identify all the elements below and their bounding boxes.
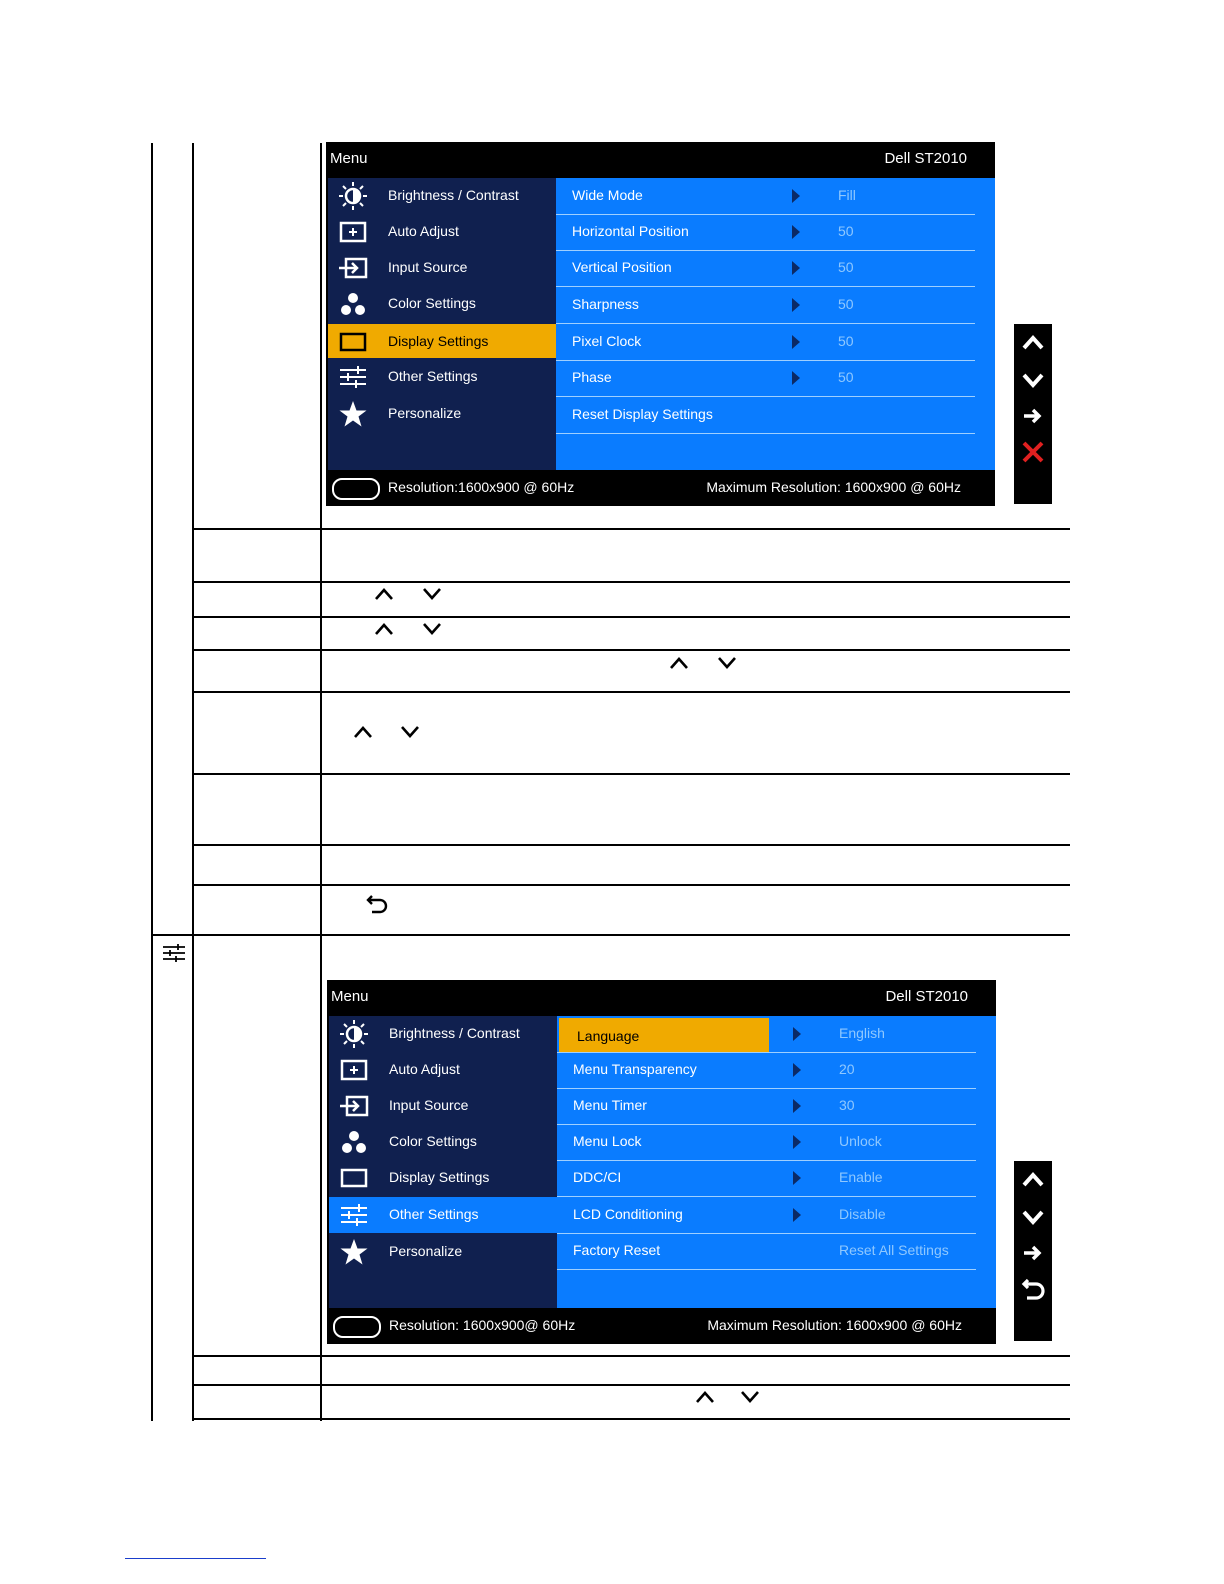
submenu-row-value: Unlock: [839, 1133, 882, 1149]
osd-model: Dell ST2010: [885, 988, 968, 1005]
down-arrow-icon[interactable]: [1021, 1205, 1045, 1229]
submenu-row-value: 20: [839, 1061, 855, 1077]
row-divider: [192, 528, 1070, 530]
menu-item-label: Color Settings: [388, 295, 476, 311]
submenu-row-menu-timer[interactable]: [557, 1088, 976, 1125]
star-icon: [338, 400, 368, 428]
osd-other-settings: [327, 980, 996, 1344]
max-resolution-text: Maximum Resolution: 1600x900 @ 60Hz: [707, 1317, 962, 1333]
up-arrow-icon: [352, 724, 374, 740]
submenu-row-value: 50: [838, 296, 854, 312]
close-icon[interactable]: [1021, 440, 1045, 464]
row-divider: [192, 649, 1070, 651]
submenu-row-value: 30: [839, 1097, 855, 1113]
arrow-right-icon: [792, 225, 800, 239]
up-arrow-icon: [668, 655, 690, 671]
submenu-row-name: Reset Display Settings: [572, 406, 713, 422]
arrow-right-icon: [792, 335, 800, 349]
arrow-right-icon: [792, 261, 800, 275]
submenu-row-value: English: [839, 1025, 885, 1041]
menu-item-label: Other Settings: [388, 368, 478, 384]
down-arrow-icon: [421, 586, 443, 602]
menu-item-input-source[interactable]: [329, 1088, 557, 1124]
submenu-row-name: Vertical Position: [572, 259, 672, 275]
osd-display-settings: [326, 142, 995, 506]
submenu-row-name: LCD Conditioning: [573, 1206, 683, 1222]
submenu-row-name: Wide Mode: [572, 187, 643, 203]
input-source-icon: [338, 254, 368, 282]
submenu-row-lcd-conditioning[interactable]: [557, 1197, 976, 1234]
submenu-row-name: Phase: [572, 369, 612, 385]
submenu-row-name: Factory Reset: [573, 1242, 661, 1258]
menu-item-other-settings[interactable]: [328, 359, 556, 395]
submenu-row-horizontal-position[interactable]: [556, 214, 975, 251]
submenu-row-value: 50: [838, 259, 854, 275]
arrow-right-icon: [793, 1135, 801, 1149]
arrow-right-icon: [792, 189, 800, 203]
menu-item-label: Color Settings: [389, 1133, 477, 1149]
row-divider: [192, 616, 1070, 618]
row-divider: [192, 773, 1070, 775]
submenu-row-menu-transparency[interactable]: [557, 1052, 976, 1089]
display-settings-icon: [338, 328, 368, 356]
osd-title: Menu: [331, 988, 369, 1005]
menu-item-label: Input Source: [388, 259, 468, 275]
osd-submenu: [557, 1016, 996, 1308]
submenu-row-pixel-clock[interactable]: [556, 324, 975, 361]
osd-title: Menu: [330, 150, 368, 167]
menu-item-auto-adjust[interactable]: [329, 1052, 557, 1088]
submenu-row-name: Language: [577, 1028, 640, 1044]
menu-item-personalize[interactable]: [328, 396, 556, 432]
menu-item-display-settings[interactable]: [328, 324, 556, 358]
arrow-right-icon: [792, 371, 800, 385]
menu-item-label: Brightness / Contrast: [388, 187, 519, 203]
arrow-right-icon: [793, 1063, 801, 1077]
menu-item-color-settings[interactable]: [329, 1124, 557, 1160]
down-arrow-icon: [739, 1389, 761, 1405]
up-arrow-icon: [694, 1389, 716, 1405]
osd-status-bar: [326, 470, 995, 506]
vga-icon: [332, 478, 380, 500]
osd-status-bar: [327, 1308, 996, 1344]
down-arrow-icon[interactable]: [1021, 368, 1045, 392]
submenu-row-value: Disable: [839, 1206, 886, 1222]
menu-item-brightness-contrast[interactable]: [328, 178, 556, 214]
row-divider: [192, 1418, 1070, 1420]
submenu-row-language[interactable]: [557, 1016, 976, 1053]
arrow-right-icon: [793, 1099, 801, 1113]
submenu-row-name: Horizontal Position: [572, 223, 689, 239]
selection-highlight: [559, 1018, 769, 1052]
vga-icon: [333, 1316, 381, 1338]
submenu-row-name: Pixel Clock: [572, 333, 642, 349]
menu-item-personalize[interactable]: [329, 1234, 557, 1270]
submenu-row-name: Sharpness: [572, 296, 639, 312]
table-col-divider-1: [192, 143, 194, 1421]
submenu-row-factory-reset[interactable]: [557, 1233, 976, 1270]
color-settings-icon: [338, 290, 368, 318]
submenu-row-name: Menu Lock: [573, 1133, 642, 1149]
back-arrow-icon: [366, 892, 388, 914]
row-divider: [192, 1355, 1070, 1357]
menu-item-label: Personalize: [388, 405, 462, 421]
osd-main-menu: [328, 178, 556, 470]
down-arrow-icon: [716, 655, 738, 671]
row-divider: [192, 1384, 1070, 1386]
submenu-row-menu-lock[interactable]: [557, 1124, 976, 1161]
enter-arrow-icon[interactable]: [1021, 1241, 1045, 1265]
osd-button-panel: [1014, 324, 1052, 504]
up-arrow-icon: [373, 586, 395, 602]
display-settings-icon: [339, 1164, 369, 1192]
row-divider: [192, 884, 1070, 886]
menu-item-label: Input Source: [389, 1097, 469, 1113]
menu-item-label: Brightness / Contrast: [389, 1025, 520, 1041]
color-settings-icon: [339, 1128, 369, 1156]
submenu-row-name: Menu Transparency: [573, 1061, 697, 1077]
footer-link-underline[interactable]: [125, 1558, 266, 1559]
other-settings-icon: [339, 1201, 369, 1229]
submenu-row-value: 50: [838, 369, 854, 385]
submenu-row-sharpness[interactable]: [556, 287, 975, 324]
enter-arrow-icon[interactable]: [1021, 404, 1045, 428]
up-arrow-icon[interactable]: [1021, 331, 1045, 355]
up-arrow-icon: [373, 621, 395, 637]
input-source-icon: [339, 1092, 369, 1120]
row-divider: [192, 691, 1070, 693]
brightness-icon: [339, 1020, 369, 1048]
submenu-row-ddc-ci[interactable]: [557, 1160, 976, 1197]
auto-adjust-icon: [338, 218, 368, 246]
arrow-right-icon: [792, 298, 800, 312]
row-divider: [151, 934, 1070, 936]
arrow-right-icon: [793, 1208, 801, 1222]
menu-item-display-settings[interactable]: [329, 1160, 557, 1196]
menu-item-label: Other Settings: [389, 1206, 479, 1222]
submenu-row-phase[interactable]: [556, 360, 975, 397]
submenu-row-value: 50: [838, 333, 854, 349]
submenu-row-reset-display-settings[interactable]: [556, 397, 975, 434]
table-col-divider-2: [320, 143, 322, 1421]
osd-button-panel: [1014, 1161, 1052, 1341]
menu-item-other-settings[interactable]: [329, 1197, 557, 1233]
menu-item-brightness-contrast[interactable]: [329, 1016, 557, 1052]
menu-item-label: Display Settings: [389, 1169, 490, 1185]
arrow-right-icon: [793, 1027, 801, 1041]
menu-item-auto-adjust[interactable]: [328, 214, 556, 250]
menu-item-input-source[interactable]: [328, 250, 556, 286]
up-arrow-icon[interactable]: [1021, 1168, 1045, 1192]
brightness-icon: [338, 182, 368, 210]
back-arrow-icon[interactable]: [1021, 1277, 1045, 1301]
row-divider: [192, 844, 1070, 846]
max-resolution-text: Maximum Resolution: 1600x900 @ 60Hz: [706, 479, 961, 495]
menu-item-label: Display Settings: [388, 333, 489, 349]
down-arrow-icon: [399, 724, 421, 740]
osd-submenu: [556, 178, 995, 470]
arrow-right-icon: [793, 1171, 801, 1185]
star-icon: [339, 1238, 369, 1266]
submenu-row-value: Enable: [839, 1169, 883, 1185]
row-divider: [192, 581, 1070, 583]
auto-adjust-icon: [339, 1056, 369, 1084]
down-arrow-icon: [421, 621, 443, 637]
table-left-border: [151, 143, 153, 1421]
submenu-row-wide-mode[interactable]: [556, 178, 975, 215]
other-settings-icon: [338, 363, 368, 391]
menu-item-label: Auto Adjust: [388, 223, 459, 239]
submenu-row-vertical-position[interactable]: [556, 250, 975, 287]
submenu-row-name: Menu Timer: [573, 1097, 647, 1113]
submenu-row-value: Fill: [838, 187, 856, 203]
menu-item-color-settings[interactable]: [328, 286, 556, 322]
submenu-row-value: 50: [838, 223, 854, 239]
menu-item-label: Auto Adjust: [389, 1061, 460, 1077]
submenu-row-value: Reset All Settings: [839, 1242, 949, 1258]
resolution-text: Resolution:1600x900 @ 60Hz: [388, 479, 575, 495]
submenu-row-name: DDC/CI: [573, 1169, 622, 1185]
osd-model: Dell ST2010: [884, 150, 967, 167]
other-settings-icon: [162, 943, 186, 963]
resolution-text: Resolution: 1600x900@ 60Hz: [389, 1317, 576, 1333]
osd-main-menu: [329, 1016, 557, 1308]
menu-item-label: Personalize: [389, 1243, 463, 1259]
